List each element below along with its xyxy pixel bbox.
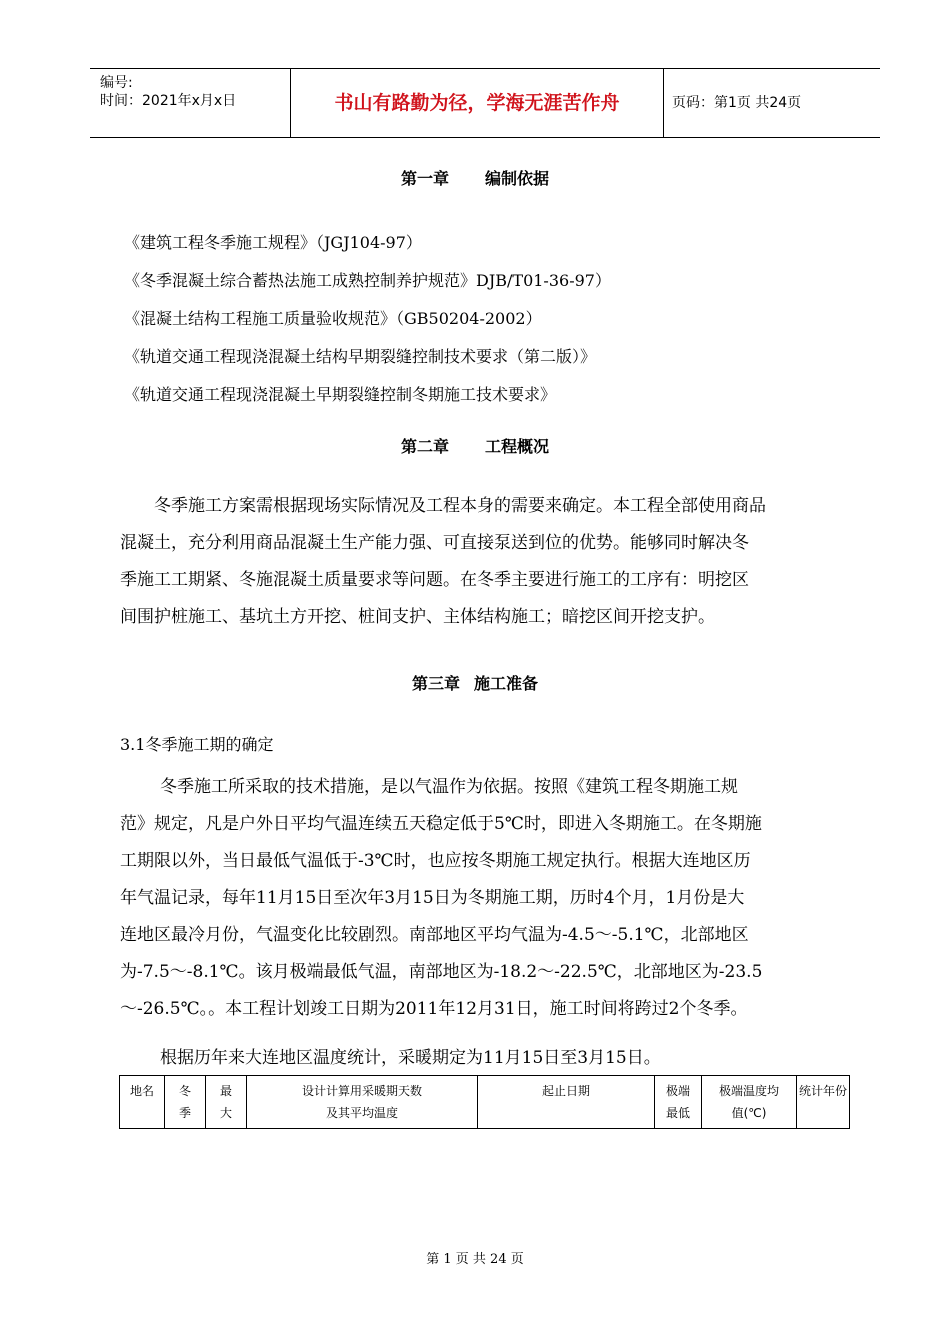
chapter-3-heading	[0, 671, 950, 694]
paragraph-line: 间围护桩施工、基坑土方开挖、桩间支护、主体结构施工；暗挖区间开挖支护。	[120, 607, 715, 627]
reference-item: 《建筑工程冬季施工规程》（JGJ104-97）	[124, 233, 422, 252]
paragraph-line: 为-7.5～-8.1℃。该月极端最低气温，南部地区为-18.2～-22.5℃，北部地区为-23.5	[120, 962, 763, 982]
chapter-1-title: 编制依据	[485, 169, 550, 188]
table-header-cell: 冬 季	[165, 1076, 206, 1129]
chapter-1-num: 第一章	[400, 169, 449, 188]
number-label: 编号:	[100, 75, 133, 91]
section-3-1-heading: 3.1冬季施工期的确定	[120, 735, 274, 754]
paragraph-line: 连地区最冷月份，气温变化比较剧烈。南部地区平均气温为-4.5～-5.1℃，北部地区	[120, 925, 749, 945]
header-right-cell	[664, 69, 880, 137]
page-header	[90, 68, 880, 138]
chapter-1-heading	[0, 166, 950, 189]
paragraph-line: 工期限以外，当日最低气温低于-3℃时，也应按冬期施工规定执行。根据大连地区历	[120, 851, 751, 871]
chapter-3-title: 施工准备	[474, 674, 539, 693]
overview-paragraph	[120, 488, 850, 636]
table-header-cell: 统计年份	[797, 1076, 850, 1129]
page-info: 页码：第1页 共24页	[672, 95, 802, 111]
reference-item: 《混凝土结构工程施工质量验收规范》（GB50204-2002）	[124, 309, 542, 328]
paragraph-line: ～-26.5℃。。本工程计划竣工日期为2011年12月31日，施工时间将跨过2个冬季。	[120, 999, 748, 1019]
table-header-cell: 最 大	[206, 1076, 247, 1129]
temperature-table	[119, 1075, 850, 1129]
page-footer: 第 1 页 共 24 页	[426, 1252, 524, 1267]
motto: 书山有路勤为径，学海无涯苦作舟	[334, 92, 620, 114]
paragraph-line: 混凝土，充分利用商品混凝土生产能力强、可直接泵送到位的优势。能够同时解决冬	[120, 533, 749, 553]
paragraph-line: 范》规定，凡是户外日平均气温连续五天稳定低于5℃时，即进入冬期施工。在冬期施	[120, 814, 762, 834]
header-left-cell	[90, 69, 290, 137]
paragraph-line: 冬季施工方案需根据现场实际情况及工程本身的需要来确定。本工程全部使用商品	[154, 496, 766, 516]
table-header-row	[120, 1076, 850, 1129]
paragraph-line: 年气温记录，每年11月15日至次年3月15日为冬期施工期，历时4个月，1月份是大	[120, 888, 745, 908]
chapter-2-title: 工程概况	[485, 437, 550, 456]
period-paragraph	[120, 769, 850, 1028]
table-header-cell: 设计计算用采暖期天数 及其平均温度	[247, 1076, 478, 1129]
table-header-cell: 地名	[120, 1076, 165, 1129]
time-label: 时间：2021年x月x日	[100, 93, 237, 109]
chapter-3-num: 第三章	[411, 674, 460, 693]
reference-item: 《轨道交通工程现浇混凝土结构早期裂缝控制技术要求（第二版）》	[124, 347, 597, 366]
table-header-cell: 起止日期	[478, 1076, 655, 1129]
reference-item: 《冬季混凝土综合蓄热法施工成熟控制养护规范》DJB/T01-36-97）	[124, 271, 611, 290]
chapter-2-num: 第二章	[400, 437, 449, 456]
paragraph-line: 季施工工期紧、冬施混凝土质量要求等问题。在冬季主要进行施工的工序有：明挖区	[120, 570, 749, 590]
paragraph-line: 冬季施工所采取的技术措施，是以气温作为依据。按照《建筑工程冬期施工规	[160, 777, 738, 797]
table-header-cell: 极端温度均 值(℃)	[702, 1076, 797, 1129]
chapter-2-heading	[0, 434, 950, 457]
header-motto-cell	[290, 69, 664, 137]
reference-item: 《轨道交通工程现浇混凝土早期裂缝控制冬期施工技术要求》	[124, 385, 557, 404]
table-header-cell: 极端 最低	[655, 1076, 702, 1129]
stats-line: 根据历年来大连地区温度统计，采暖期定为11月15日至3月15日。	[160, 1048, 661, 1068]
reference-list	[124, 224, 611, 414]
